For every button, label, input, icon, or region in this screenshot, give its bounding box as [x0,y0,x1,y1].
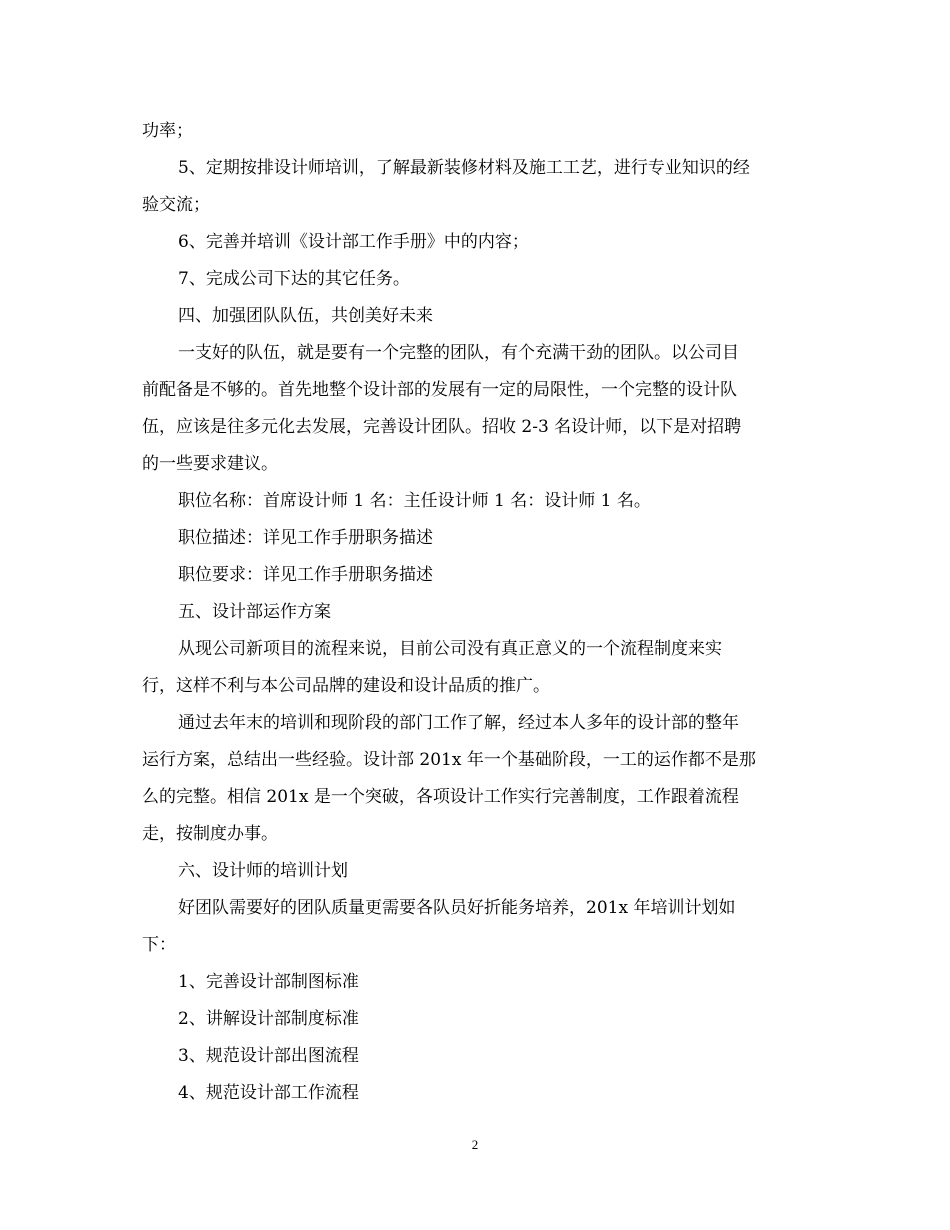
text-line: 4、规范设计部工作流程 [178,1083,359,1103]
document-body [142,113,807,1112]
text-line: 五、设计部运作方案 [178,602,331,622]
text-line: 职位名称：首席设计师 1 名：主任设计师 1 名：设计师 1 名。 [178,491,651,511]
text-line: 1、完善设计部制图标准 [178,972,359,992]
text-line: 走，按制度办事。 [142,824,278,844]
text-line: 7、完成公司下达的其它任务。 [178,269,410,289]
text-line: 前配备是不够的。首先地整个设计部的发展有一定的局限性，一个完整的设计队 [142,380,737,400]
text-line: 行，这样不利与本公司品牌的建设和设计品质的推广。 [142,676,550,696]
text-line: 3、规范设计部出图流程 [178,1046,359,1066]
text-line: 从现公司新项目的流程来说，目前公司没有真正意义的一个流程制度来实 [178,639,722,659]
text-line: 下： [142,935,176,955]
text-line: 四、加强团队队伍，共创美好未来 [178,306,433,326]
text-line: 运行方案，总结出一些经验。设计部 201x 年一个基础阶段，一工的运作都不是那 [142,750,756,770]
page-number: 2 [471,1137,479,1152]
text-line: 通过去年末的培训和现阶段的部门工作了解，经过本人多年的设计部的整年 [178,713,739,733]
text-line: 验交流； [142,195,210,215]
text-line: 伍，应该是往多元化去发展，完善设计团队。招收 2-3 名设计师，以下是对招聘 [142,417,742,437]
text-line: 么的完整。相信 201x 是一个突破，各项设计工作实行完善制度，工作跟着流程 [142,787,739,807]
text-line: 六、设计师的培训计划 [178,861,348,881]
text-line: 好团队需要好的团队质量更需要各队员好折能务培养，201x 年培训计划如 [178,898,736,918]
text-line: 的一些要求建议。 [142,454,278,474]
text-line: 职位要求：详见工作手册职务描述 [178,565,433,585]
text-line: 职位描述：详见工作手册职务描述 [178,528,433,548]
text-line: 5、定期按排设计师培训，了解最新装修材料及施工工艺，进行专业知识的经 [178,158,750,178]
text-line: 功率； [142,121,193,141]
text-line: 6、完善并培训《设计部工作手册》中的内容； [178,232,529,252]
text-line: 一支好的队伍，就是要有一个完整的团队，有个充满干劲的团队。以公司目 [178,343,739,363]
text-line: 2、讲解设计部制度标准 [178,1009,359,1029]
